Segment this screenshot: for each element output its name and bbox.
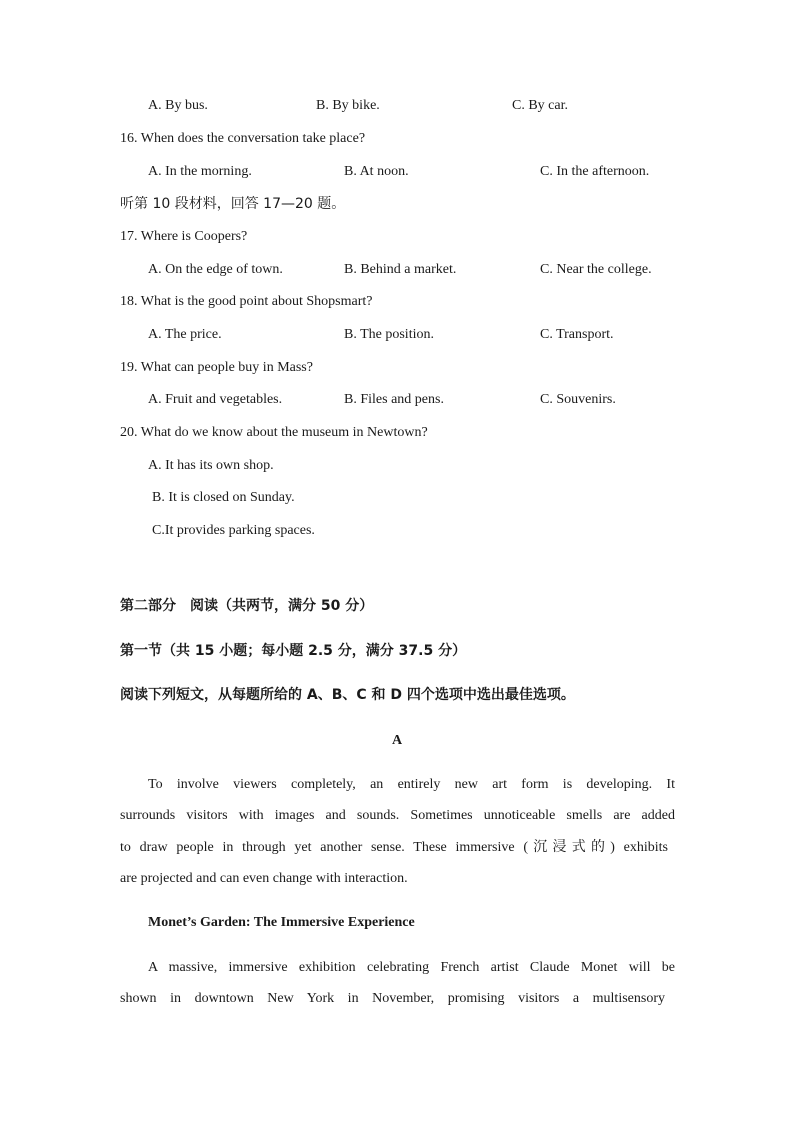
q15-option-a: A. By bus.: [148, 98, 208, 113]
q17-option-c: C. Near the college.: [540, 262, 652, 277]
passage-paragraph-line: To involve viewers completely, an entirely new art form is developing. It: [148, 777, 675, 792]
q16-option-b: B. At noon.: [344, 164, 409, 179]
q17-option-b: B. Behind a market.: [344, 262, 457, 277]
q19-option-c: C. Souvenirs.: [540, 392, 616, 407]
q20-option-c: C.It provides parking spaces.: [152, 523, 315, 538]
passage-subtitle: Monet’s Garden: The Immersive Experience: [148, 915, 415, 930]
section1-heading: 第一节（共 15 小题；每小题 2.5 分，满分 37.5 分）: [120, 643, 467, 659]
listening-instruction: 听第 10 段材料，回答 17—20 题。: [120, 196, 346, 212]
passage-paragraph-line: are projected and can even change with interaction.: [120, 871, 408, 886]
part2-heading: 第二部分 阅读（共两节，满分 50 分）: [120, 598, 374, 614]
q20-option-a: A. It has its own shop.: [148, 458, 274, 473]
q16-option-a: A. In the morning.: [148, 164, 252, 179]
q17-option-a: A. On the edge of town.: [148, 262, 283, 277]
q15-option-c: C. By car.: [512, 98, 568, 113]
passage-paragraph-line: surrounds visitors with images and sounds. Sometimes unnoticeable smells are added: [120, 808, 675, 823]
passage-paragraph-line: to draw people in through yet another sense. These immersive (沉浸式的) exhibits: [120, 840, 668, 855]
q19-option-a: A. Fruit and vegetables.: [148, 392, 283, 407]
q15-option-b: B. By bike.: [316, 98, 380, 113]
q19-options: [0, 391, 794, 409]
reading-instruction: 阅读下列短文，从每题所给的 A、B、C 和 D 四个选项中选出最佳选项。: [120, 687, 575, 703]
q18-options: [0, 326, 794, 344]
q16-options: [0, 163, 794, 181]
q18-stem: 18. What is the good point about Shopsmart?: [120, 294, 373, 309]
q17-options: [0, 261, 794, 279]
passage-paragraph-line: shown in downtown New York in November, promising visitors a multisensory: [120, 991, 665, 1006]
q18-option-a: A. The price.: [148, 327, 222, 342]
q15-options: [0, 97, 794, 115]
q16-option-c: C. In the afternoon.: [540, 164, 650, 179]
q17-stem: 17. Where is Coopers?: [120, 229, 248, 244]
q18-option-c: C. Transport.: [540, 327, 614, 342]
q20-option-b: B. It is closed on Sunday.: [152, 490, 295, 505]
q18-option-b: B. The position.: [344, 327, 434, 342]
passage-paragraph-line: A massive, immersive exhibition celebrating French artist Claude Monet will be: [148, 960, 675, 975]
q20-stem: 20. What do we know about the museum in Newtown?: [120, 425, 428, 440]
passage-label: A: [391, 733, 403, 748]
q19-stem: 19. What can people buy in Mass?: [120, 360, 313, 375]
q16-stem: 16. When does the conversation take place?: [120, 131, 366, 146]
q19-option-b: B. Files and pens.: [344, 392, 444, 407]
